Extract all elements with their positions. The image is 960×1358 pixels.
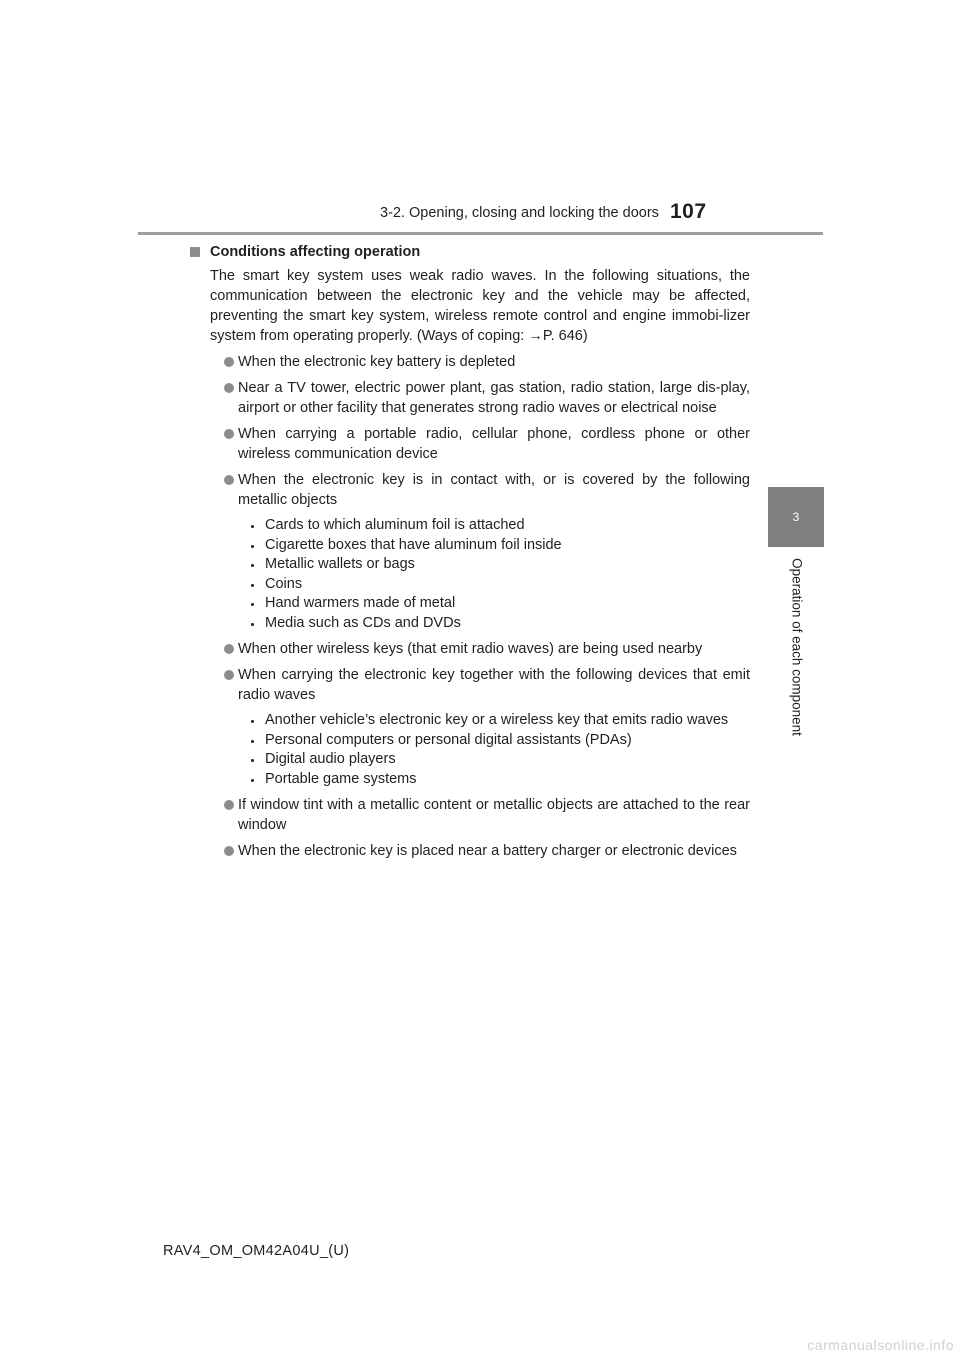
dot-bullet-icon	[251, 740, 254, 743]
header-section-title: 3-2. Opening, closing and locking the doors	[380, 205, 659, 221]
circle-bullet-icon	[224, 357, 234, 367]
sub-list-item	[251, 555, 750, 575]
bullet-text: When carrying a portable radio, cellular phone, cordless phone or other wireless communication device	[238, 426, 750, 462]
dot-bullet-icon	[251, 623, 254, 626]
sub-list-item	[251, 536, 750, 556]
sub-list	[210, 711, 750, 789]
dot-bullet-icon	[251, 720, 254, 723]
section-heading	[210, 242, 750, 262]
chapter-title: Operation of each component	[789, 558, 805, 736]
sub-list-item	[251, 731, 750, 751]
dot-bullet-icon	[251, 584, 254, 587]
sub-list-item	[251, 575, 750, 595]
sub-list	[210, 516, 750, 633]
dot-bullet-icon	[251, 545, 254, 548]
dot-bullet-icon	[251, 564, 254, 567]
circle-bullet-icon	[224, 383, 234, 393]
header-divider	[138, 232, 823, 235]
bullet-text: When the electronic key is placed near a battery charger or electronic devices	[238, 843, 737, 859]
chapter-tab	[768, 487, 824, 547]
circle-bullet-icon	[224, 670, 234, 680]
chapter-number: 3	[792, 510, 800, 524]
sub-item-text: Cards to which aluminum foil is attached	[265, 517, 525, 533]
sub-list-item	[251, 750, 750, 770]
page-number: 107	[670, 200, 707, 223]
bullet-item	[210, 795, 750, 835]
bullet-item	[210, 841, 750, 861]
bullet-text: When carrying the electronic key together with the following devices that emit radio waves	[238, 667, 750, 703]
section-intro: The smart key system uses weak radio waves. In the following situations, the communication between the electronic key and the vehicle may be affected, preventing the smart key system, wireless remote control and engine immobi-lizer system from operating properly. (Ways of coping: →P. 646)	[210, 268, 750, 344]
section-heading-text: Conditions affecting operation	[210, 244, 421, 260]
main-content	[210, 242, 750, 861]
sub-item-text: Cigarette boxes that have aluminum foil inside	[265, 536, 562, 553]
bullet-text: When the electronic key is in contact with, or is covered by the following metallic objects	[238, 472, 750, 508]
bullet-item	[210, 639, 750, 659]
sub-item-text: Digital audio players	[265, 751, 396, 767]
bullet-item	[210, 665, 750, 705]
circle-bullet-icon	[224, 644, 234, 654]
dot-bullet-icon	[251, 603, 254, 606]
sub-item-text: Metallic wallets or bags	[265, 556, 415, 572]
sub-list-item	[251, 516, 750, 536]
bullet-text: Near a TV tower, electric power plant, gas station, radio station, large dis-play, airport or other facility that generates strong radio waves or electrical noise	[238, 380, 750, 416]
bullet-item	[210, 424, 750, 464]
bullet-item	[210, 378, 750, 418]
circle-bullet-icon	[224, 475, 234, 485]
bullet-item	[210, 470, 750, 510]
bullet-text: When the electronic key battery is depleted	[238, 354, 516, 370]
circle-bullet-icon	[224, 429, 234, 439]
sub-item-text: Portable game systems	[265, 770, 417, 787]
sub-item-text: Another vehicle’s electronic key or a wireless key that emits radio waves	[265, 712, 729, 728]
bullet-text: When other wireless keys (that emit radio waves) are being used nearby	[238, 641, 703, 657]
sub-item-text: Coins	[265, 575, 303, 592]
dot-bullet-icon	[251, 525, 254, 528]
bullet-item	[210, 352, 750, 372]
sub-list-item	[251, 711, 750, 731]
circle-bullet-icon	[224, 800, 234, 810]
dot-bullet-icon	[251, 779, 254, 782]
sub-item-text: Hand warmers made of metal	[265, 595, 456, 611]
circle-bullet-icon	[224, 846, 234, 856]
sub-item-text: Media such as CDs and DVDs	[265, 614, 461, 631]
watermark: carmanualsonline.info	[807, 1337, 954, 1353]
square-bullet-icon	[190, 247, 200, 257]
sub-list-item	[251, 770, 750, 790]
sub-list-item	[251, 614, 750, 634]
sub-item-text: Personal computers or personal digital assistants (PDAs)	[265, 731, 632, 748]
sub-list-item	[251, 594, 750, 614]
document-code: RAV4_OM_OM42A04U_(U)	[163, 1243, 350, 1259]
bullet-list	[210, 352, 750, 861]
dot-bullet-icon	[251, 759, 254, 762]
bullet-text: If window tint with a metallic content or metallic objects are attached to the rear window	[238, 797, 750, 833]
